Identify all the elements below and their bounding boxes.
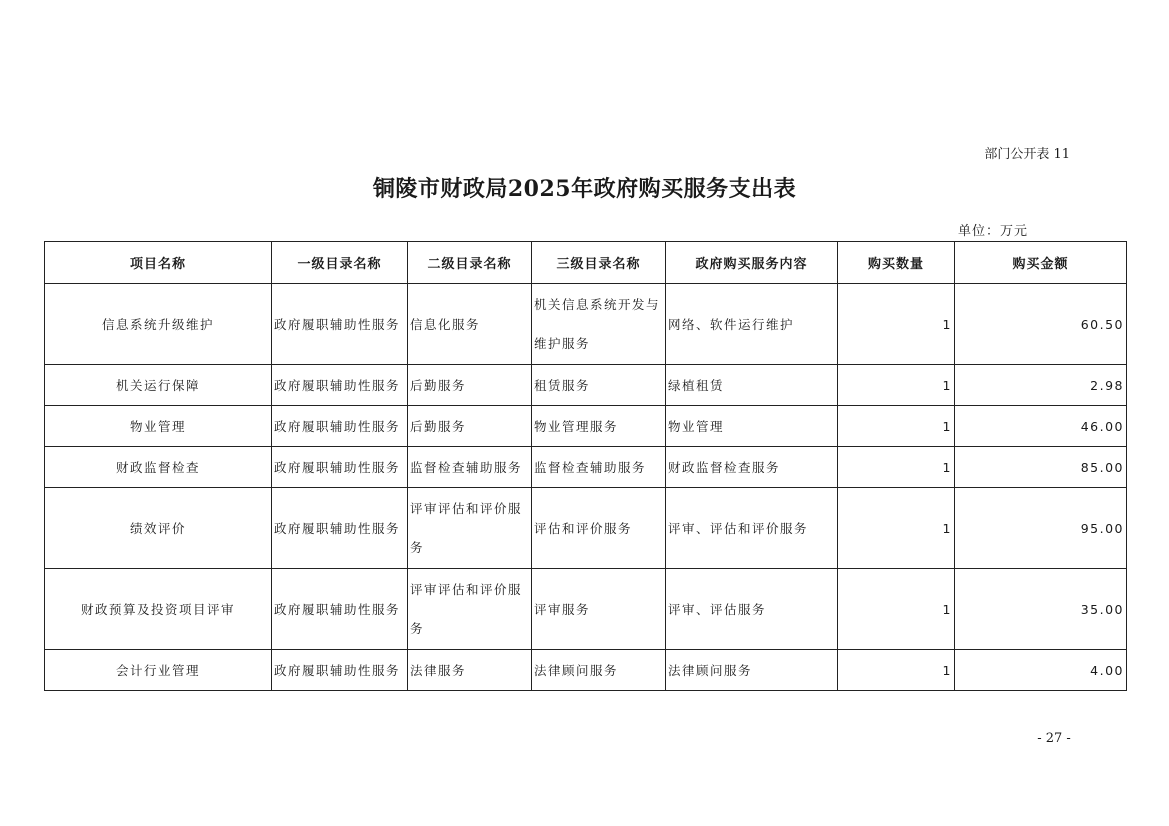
header-service-content: 政府购买服务内容 bbox=[666, 242, 838, 284]
cell-project-name: 信息系统升级维护 bbox=[45, 284, 272, 365]
cell-quantity: 1 bbox=[838, 284, 955, 365]
table-row bbox=[45, 447, 1127, 488]
cell-level3-catalog: 物业管理服务 bbox=[532, 406, 666, 447]
form-number: 部门公开表 11 bbox=[984, 147, 1070, 162]
cell-quantity: 1 bbox=[838, 406, 955, 447]
cell-quantity: 1 bbox=[838, 447, 955, 488]
cell-project-name: 绩效评价 bbox=[45, 488, 272, 569]
cell-level1-catalog: 政府履职辅助性服务 bbox=[272, 406, 408, 447]
cell-quantity: 1 bbox=[838, 488, 955, 569]
cell-level1-catalog: 政府履职辅助性服务 bbox=[272, 569, 408, 650]
cell-level2-catalog: 信息化服务 bbox=[408, 284, 532, 365]
cell-level2-catalog: 法律服务 bbox=[408, 650, 532, 691]
header-level1-catalog: 一级目录名称 bbox=[272, 242, 408, 284]
cell-level1-catalog: 政府履职辅助性服务 bbox=[272, 650, 408, 691]
header-project-name: 项目名称 bbox=[45, 242, 272, 284]
cell-amount: 95.00 bbox=[955, 488, 1127, 569]
header-level3-catalog: 三级目录名称 bbox=[532, 242, 666, 284]
cell-level1-catalog: 政府履职辅助性服务 bbox=[272, 488, 408, 569]
table-row bbox=[45, 569, 1127, 650]
cell-service-content: 物业管理 bbox=[666, 406, 838, 447]
cell-level2-catalog: 后勤服务 bbox=[408, 365, 532, 406]
cell-project-name: 会计行业管理 bbox=[45, 650, 272, 691]
page-title: 铜陵市财政局2025年政府购买服务支出表 bbox=[372, 176, 797, 202]
expenditure-table bbox=[44, 241, 1127, 691]
table-row bbox=[45, 650, 1127, 691]
cell-level3-catalog: 监督检查辅助服务 bbox=[532, 447, 666, 488]
header-level2-catalog: 二级目录名称 bbox=[408, 242, 532, 284]
cell-level3-catalog: 评估和评价服务 bbox=[532, 488, 666, 569]
cell-service-content: 法律顾问服务 bbox=[666, 650, 838, 691]
cell-level2-catalog: 评审评估和评价服务 bbox=[408, 488, 532, 569]
cell-level1-catalog: 政府履职辅助性服务 bbox=[272, 447, 408, 488]
cell-amount: 60.50 bbox=[955, 284, 1127, 365]
table-row bbox=[45, 284, 1127, 365]
cell-level2-catalog: 评审评估和评价服务 bbox=[408, 569, 532, 650]
cell-amount: 2.98 bbox=[955, 365, 1127, 406]
cell-project-name: 财政监督检查 bbox=[45, 447, 272, 488]
page-number: - 27 - bbox=[1037, 731, 1071, 746]
cell-level3-catalog: 租赁服务 bbox=[532, 365, 666, 406]
cell-service-content: 网络、软件运行维护 bbox=[666, 284, 838, 365]
table-row bbox=[45, 488, 1127, 569]
unit-label: 单位：万元 bbox=[957, 224, 1028, 239]
cell-quantity: 1 bbox=[838, 650, 955, 691]
table-row bbox=[45, 365, 1127, 406]
cell-service-content: 评审、评估服务 bbox=[666, 569, 838, 650]
cell-amount: 85.00 bbox=[955, 447, 1127, 488]
cell-level2-catalog: 后勤服务 bbox=[408, 406, 532, 447]
cell-level2-catalog: 监督检查辅助服务 bbox=[408, 447, 532, 488]
cell-level1-catalog: 政府履职辅助性服务 bbox=[272, 365, 408, 406]
table-header-row bbox=[45, 242, 1127, 284]
cell-level3-catalog: 评审服务 bbox=[532, 569, 666, 650]
table-row bbox=[45, 406, 1127, 447]
cell-project-name: 机关运行保障 bbox=[45, 365, 272, 406]
cell-quantity: 1 bbox=[838, 365, 955, 406]
cell-level1-catalog: 政府履职辅助性服务 bbox=[272, 284, 408, 365]
cell-service-content: 财政监督检查服务 bbox=[666, 447, 838, 488]
cell-project-name: 物业管理 bbox=[45, 406, 272, 447]
cell-project-name: 财政预算及投资项目评审 bbox=[45, 569, 272, 650]
cell-service-content: 绿植租赁 bbox=[666, 365, 838, 406]
cell-quantity: 1 bbox=[838, 569, 955, 650]
cell-level3-catalog: 法律顾问服务 bbox=[532, 650, 666, 691]
cell-amount: 35.00 bbox=[955, 569, 1127, 650]
cell-amount: 4.00 bbox=[955, 650, 1127, 691]
cell-level3-catalog: 机关信息系统开发与维护服务 bbox=[532, 284, 666, 365]
header-quantity: 购买数量 bbox=[838, 242, 955, 284]
header-amount: 购买金额 bbox=[955, 242, 1127, 284]
cell-service-content: 评审、评估和评价服务 bbox=[666, 488, 838, 569]
cell-amount: 46.00 bbox=[955, 406, 1127, 447]
